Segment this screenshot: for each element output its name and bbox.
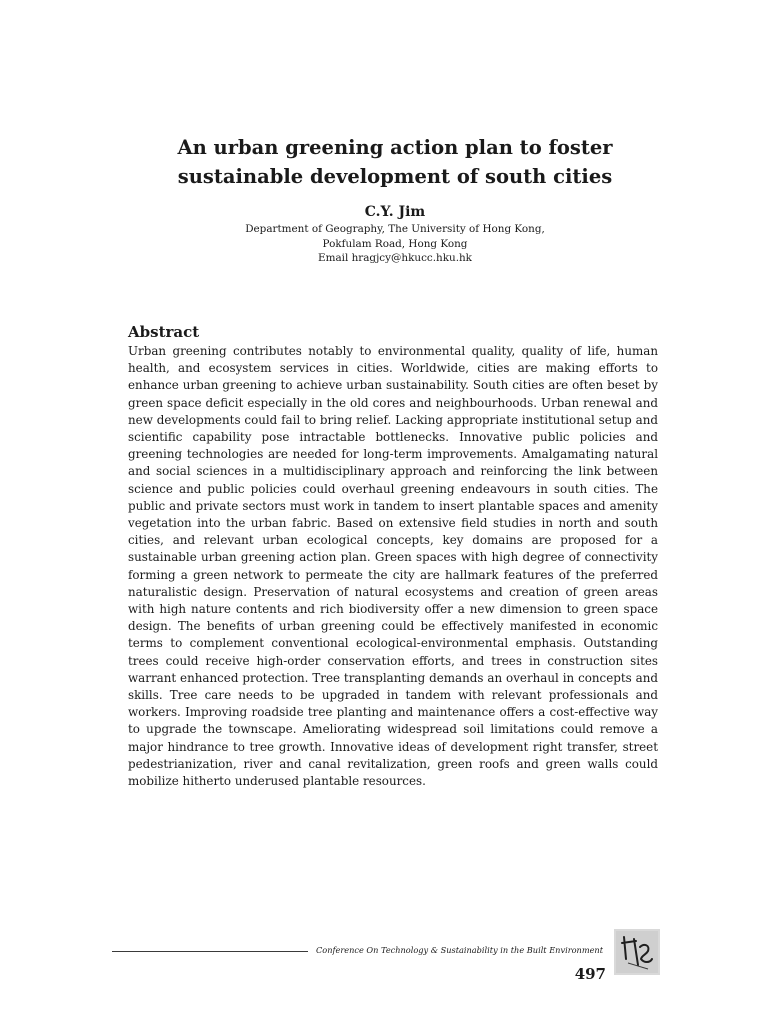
affiliation-email: Email hragjcy@hkucc.hku.hk xyxy=(318,252,472,265)
author-affiliation xyxy=(100,222,690,266)
affiliation-line-1: Department of Geography, The University of Hong Kong, xyxy=(245,223,545,235)
author-name: C.Y. Jim xyxy=(364,204,426,220)
abstract-body: Urban greening contributes notably to environmental quality, quality of life, human health, and ecosystem services in cities. Worldwide, cities are making efforts to enhance urban greening to achieve urban sustainability. South cities are often beset by green space deficit especially in the old cores and neighbourhoods. Urban renewal and new developments could fail to bring relief. Lacking appropriate institutional setup and scientific capability pose intractable bottlenecks. Innovative public policies and greening technologies are needed for long-term improvements. Amalgamating natural and social sciences in a multidisciplinary approach and reinforcing the link between science and public policies could overhaul greening endeavours in south cities. The public and private sectors must work in tandem to insert plantable spaces and amenity vegetation into the urban fabric. Based on extensive field studies in north and south cities, and relevant urban ecological concepts, key domains are proposed for a sustainable urban greening action plan. Green spaces with high degree of connectivity forming a green network to permeate the city are hallmark features of the preferred naturalistic design. Preservation of natural ecosystems and creation of green areas with high nature contents and rich biodiversity offer a new dimension to green space design. The benefits of urban greening could be effectively manifested in economic terms to complement conventional ecological-environmental emphasis. Outstanding trees could receive high-order conservation efforts, and trees in construction sites warrant enhanced protection. Tree transplanting demands an overhaul in concepts and skills. Tree care needs to be upgraded in tandem with relevant professionals and workers. Improving roadside tree planting and maintenance offers a cost-effective way to upgrade the townscape. Ameliorating widespread soil limitations could remove a major hindrance to tree growth. Innovative ideas of development right transfer, street pedestrianization, river and canal revitalization, green roofs and green walls could mobilize hitherto underused plantable resources. xyxy=(128,344,658,789)
footer-rule xyxy=(112,951,308,952)
conference-logo-icon xyxy=(614,929,660,975)
page-number: 497 xyxy=(574,965,606,983)
footer-conference-name: Conference On Technology & Sustainability in the Built Environment xyxy=(316,945,603,955)
title-line-2: sustainable development of south cities xyxy=(177,165,613,188)
affiliation-line-2: Pokfulam Road, Hong Kong xyxy=(322,237,468,250)
abstract-heading: Abstract xyxy=(128,323,200,341)
title-line-1: An urban greening action plan to foster xyxy=(177,136,613,159)
paper-title xyxy=(100,133,690,191)
